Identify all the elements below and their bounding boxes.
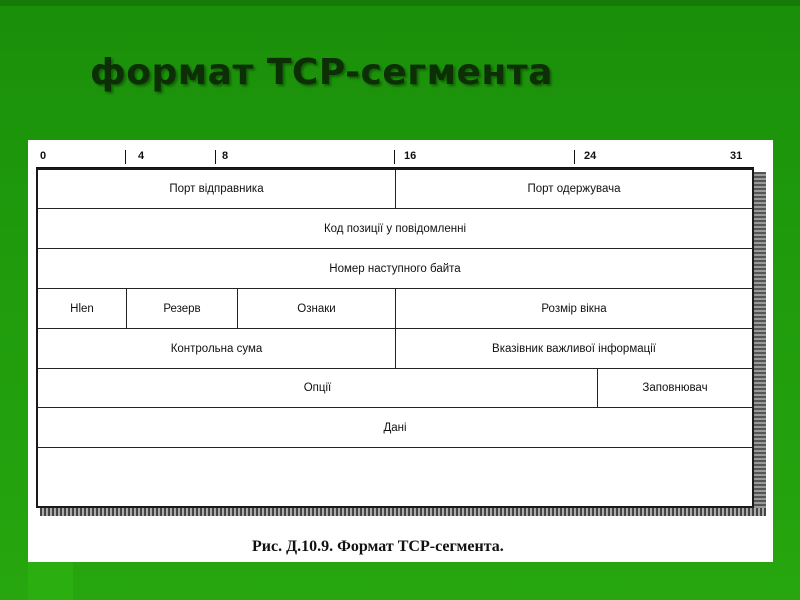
ruler-label-0: 0	[40, 150, 47, 162]
field-flags: Ознаки	[238, 289, 396, 328]
table-shadow-bottom	[40, 508, 766, 516]
field-padding: Заповнювач	[642, 382, 708, 394]
field-options: Опції	[38, 369, 598, 407]
field-urgent-pointer: Вказівник важливої інформації	[492, 342, 656, 355]
ruler-label-16: 16	[404, 150, 417, 162]
field-data: Дані	[383, 421, 407, 434]
ruler-tick-4	[125, 150, 126, 164]
table-row	[38, 408, 752, 448]
slide-title: формат TCP-сегмента	[90, 52, 553, 93]
ruler-label-31: 31	[730, 150, 743, 162]
table-row	[38, 249, 752, 289]
tcp-header-table	[36, 168, 754, 508]
field-reserved: Резерв	[127, 289, 238, 328]
paper-corner-decoration	[28, 562, 73, 600]
table-row	[38, 369, 752, 408]
field-destination-port: Порт одержувача	[527, 183, 621, 195]
table-row	[38, 448, 752, 508]
table-row	[38, 209, 752, 249]
table-shadow-right	[754, 172, 766, 512]
figure-caption: Рис. Д.10.9. Формат TCP-сегмента.	[252, 538, 504, 555]
field-sequence-number: Код позиції у повідомленні	[323, 222, 467, 235]
ruler-tick-8	[215, 150, 216, 164]
top-accent-bar	[0, 0, 800, 6]
field-window-size: Розмір вікна	[541, 302, 607, 315]
ruler-label-8: 8	[222, 150, 229, 162]
field-source-port: Порт відправника	[38, 170, 396, 208]
table-row	[38, 289, 752, 329]
ruler-tick-24	[574, 150, 575, 164]
ruler-label-4: 4	[138, 150, 145, 162]
field-data-continued	[38, 448, 752, 508]
field-checksum: Контрольна сума	[38, 329, 396, 368]
bit-ruler	[36, 148, 754, 168]
ruler-tick-16	[394, 150, 395, 164]
field-hlen: Hlen	[38, 289, 127, 328]
table-row	[38, 329, 752, 369]
table-row	[38, 170, 752, 209]
ruler-label-24: 24	[584, 150, 597, 162]
field-ack-number: Номер наступного байта	[329, 262, 461, 275]
